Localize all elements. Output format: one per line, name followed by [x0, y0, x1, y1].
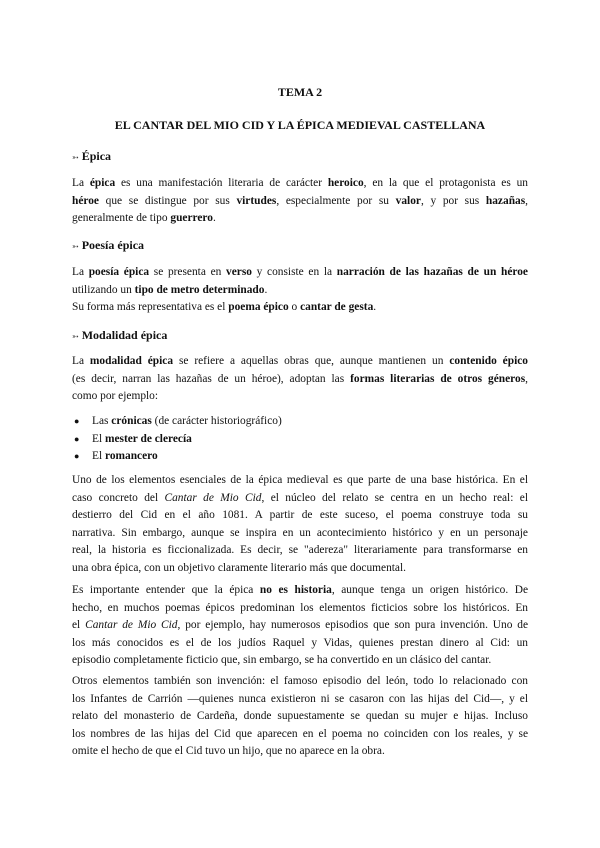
text-line: Su forma más representativa es el poema épico o cantar de gesta. — [72, 301, 377, 314]
text-line: narrativa. Sin embargo, aunque se inspira en un acontecimiento histórico y en un personaje — [72, 526, 528, 539]
paragraph-no-es-historia — [72, 582, 528, 670]
text-line: real, la historia es ficcionalizada. Es decir, se "adereza" literariamente para transformarse en — [72, 544, 528, 557]
paragraph-otros-elementos — [72, 673, 528, 761]
heading-modalidad-text: Modalidad épica — [81, 328, 168, 342]
list-item: ● Las crónicas (de carácter historiográfico) — [72, 413, 282, 431]
list-item: ● El mester de clerecía — [72, 431, 282, 449]
bullet-dot-icon: ● — [74, 416, 80, 426]
text-line: como por ejemplo: — [72, 390, 159, 403]
bullet-dot-icon: ● — [74, 433, 80, 444]
text-line: los más conocidos es el de los judíos Raquel y Vidas, quienes prestan dinero al Cid: un — [72, 636, 528, 649]
text-line: caso concreto del Cantar de Mio Cid, el núcleo del relato se centra en un hecho real: el — [72, 491, 528, 504]
heading-epica — [72, 148, 111, 167]
arrow-bullet-icon: ➳ — [72, 332, 79, 341]
paragraph-base-historica — [72, 472, 528, 578]
paragraph-modalidad — [72, 353, 528, 406]
text-line: La modalidad épica se refiere a aquellas obras que, aunque mantienen un contenido épico — [72, 355, 528, 367]
paragraph-poesia — [72, 264, 528, 317]
text-line: Es importante entender que la épica no es historia, aunque tenga un origen histórico. De — [72, 584, 528, 596]
text-line: una obra épica, con un objetivo claramente literario más que documental. — [72, 561, 406, 574]
tema-label: TEMA 2 — [277, 85, 323, 99]
paragraph-epica — [72, 175, 528, 228]
text-line: los Infantes de Carrión —quienes nunca existieron ni se casaron con las hijas del Cid—, y el — [72, 692, 528, 705]
text-line: Otros elementos también son invención: el famoso episodio del león, todo lo relacionado con — [72, 675, 528, 687]
arrow-bullet-icon: ➳ — [72, 242, 79, 251]
text-line: hecho, en muchos poemas épicos predominan los elementos ficticios sobre los históricos. En — [72, 601, 528, 614]
arrow-bullet-icon: ➳ — [72, 153, 79, 162]
bullet-dot-icon: ● — [74, 451, 80, 462]
text-line: La épica es una manifestación literaria de carácter heroico, en la que el protagonista es un — [72, 177, 528, 189]
text-line: generalmente de tipo guerrero. — [72, 212, 216, 225]
list-item: ● El romancero — [72, 448, 282, 466]
text-line: destierro del Cid en el año 1081. A partir de este suceso, el poema construye toda su — [72, 509, 528, 522]
text-line: Uno de los elementos esenciales de la épica medieval es que parte de una base histórica. En el — [72, 474, 528, 486]
examples-list — [72, 413, 282, 466]
text-line: relato del monasterio de Cardeña, donde supuestamente se quedan su mujer e hijas. Incluso — [72, 710, 528, 723]
text-line: utilizando un tipo de metro determinado. — [72, 283, 268, 296]
document-title: EL CANTAR DEL MIO CID Y LA ÉPICA MEDIEVAL CASTELLANA — [114, 118, 486, 132]
text-line: los nombres de las hijas del Cid que aparecen en el poema no coinciden con los reales, y se — [72, 727, 528, 740]
text-line: La poesía épica se presenta en verso y consiste en la narración de las hazañas de un héroe — [72, 266, 528, 278]
heading-modalidad-epica — [72, 327, 167, 346]
text-line: omite el hecho de que el Cid tuvo un hijo, que no aparece en la obra. — [72, 745, 385, 758]
heading-epica-text: Épica — [81, 149, 112, 163]
heading-poesia-epica — [72, 237, 144, 256]
text-line: el Cantar de Mio Cid, por ejemplo, hay numerosos episodios que son pura invención. Uno de — [72, 619, 529, 632]
text-line: episodio completamente ficticio que, sin embargo, se ha convertido en un clásico del cantar. — [72, 654, 492, 667]
heading-poesia-text: Poesía épica — [81, 238, 145, 252]
text-line: héroe que se distingue por sus virtudes, especialmente por su valor, y por sus hazañas, — [72, 194, 529, 207]
text-line: (es decir, narran las hazañas de un héroe), adoptan las formas literarias de otros géneros, — [72, 372, 528, 385]
